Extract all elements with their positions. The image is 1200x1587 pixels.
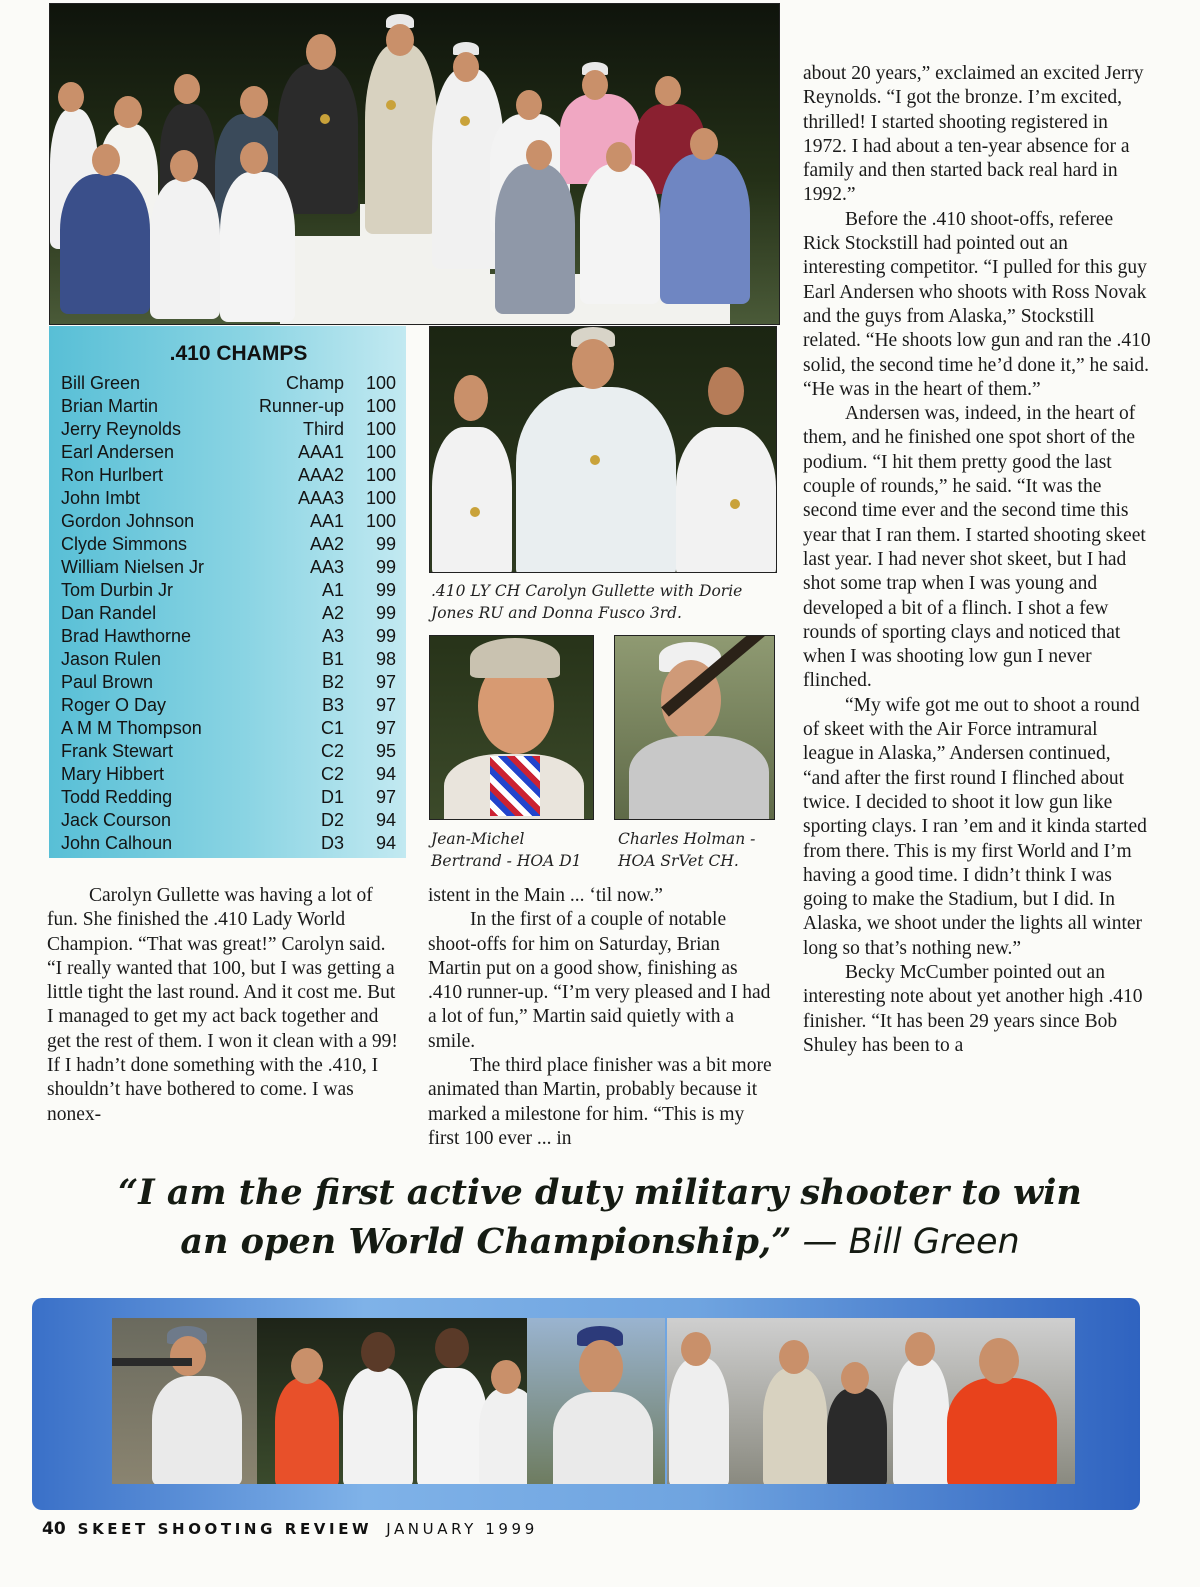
table-row xyxy=(61,442,396,465)
article-column-1 xyxy=(47,884,403,1127)
shooter-class: AA2 xyxy=(309,534,344,554)
magazine-name: SKEET SHOOTING REVIEW xyxy=(77,1520,373,1538)
shooter-name: John Calhoun xyxy=(61,833,173,853)
holman-caption xyxy=(618,828,788,872)
shooter-name: Jerry Reynolds xyxy=(61,419,182,439)
table-row xyxy=(61,741,396,764)
holman-photo xyxy=(614,635,775,820)
shooter-score: 94 xyxy=(375,833,396,853)
bertrand-caption xyxy=(431,828,601,872)
shooter-score: 100 xyxy=(365,396,396,416)
shooter-score: 100 xyxy=(365,373,396,393)
table-row xyxy=(61,534,396,557)
table-row xyxy=(61,511,396,534)
shooter-class: B2 xyxy=(321,672,344,692)
shooter-class: D2 xyxy=(320,810,344,830)
shooter-score: 99 xyxy=(375,580,396,600)
article-column-2 xyxy=(428,884,776,1151)
shooter-score: 100 xyxy=(365,488,396,508)
article-column-3 xyxy=(803,62,1151,1058)
table-row xyxy=(61,465,396,488)
table-row xyxy=(61,833,396,856)
shooter-class: D1 xyxy=(320,787,344,807)
shooter-name: Ron Hurlbert xyxy=(61,465,164,485)
shooter-class: AAA2 xyxy=(297,465,344,485)
shooter-score: 100 xyxy=(365,442,396,462)
strip-photo-shooter xyxy=(112,1318,257,1484)
shooter-name: Jack Courson xyxy=(61,810,172,830)
strip-photo-field xyxy=(667,1318,1075,1484)
pull-quote-attribution: — Bill Green xyxy=(791,1222,1020,1262)
shooter-score: 97 xyxy=(375,787,396,807)
shooter-name: Bill Green xyxy=(61,373,141,393)
table-row xyxy=(61,626,396,649)
holman-caption-line2: HOA SrVet CH. xyxy=(618,852,739,870)
issue-date: JANUARY 1999 xyxy=(386,1520,538,1538)
shooter-class: C2 xyxy=(320,764,344,784)
table-row xyxy=(61,695,396,718)
paragraph: Becky McCumber pointed out an interesting note about yet another high .410 finisher. “It has been 29 years since Bob Shuley has been to a xyxy=(803,961,1143,1056)
shooter-name: John Imbt xyxy=(61,488,141,508)
table-row xyxy=(61,603,396,626)
shooter-name: Brian Martin xyxy=(61,396,159,416)
table-row xyxy=(61,764,396,787)
table-row xyxy=(61,672,396,695)
paragraph: “My wife got me out to shoot a round of skeet with the Air Force intramural league in Alaska,” Andersen continued, “and after the first round I flinched about twice. I decided to shoot it low gun like sporting clays. I ran ’em and it kinda started from there. This is my first World and I’m having a good time. I didn’t think I was going to make the Stadium, but I did. In Alaska, we shoot under the lights all winter long so that’s nothing new.” xyxy=(803,694,1147,959)
strip-photo-portrait xyxy=(527,1318,665,1484)
shooter-name: Roger O Day xyxy=(61,695,167,715)
shooter-name: Clyde Simmons xyxy=(61,534,188,554)
table-row xyxy=(61,787,396,810)
shooter-score: 97 xyxy=(375,718,396,738)
pull-quote xyxy=(60,1168,1140,1267)
strip-photo-group xyxy=(257,1318,527,1484)
shooter-name: Frank Stewart xyxy=(61,741,174,761)
shooter-name: A M M Thompson xyxy=(61,718,202,738)
shooter-score: 99 xyxy=(375,557,396,577)
bertrand-caption-line1: Jean-Michel xyxy=(431,830,525,848)
page-number: 40 xyxy=(42,1519,66,1539)
ladies-photo-caption: .410 LY CH Carolyn Gullette with Dorie Jones RU and Donna Fusco 3rd. xyxy=(431,582,743,622)
ribbon xyxy=(490,756,540,816)
table-row xyxy=(61,580,396,603)
shooter-score: 97 xyxy=(375,695,396,715)
shooter-score: 99 xyxy=(375,534,396,554)
shooter-class: AA1 xyxy=(309,511,344,531)
champs-results-table xyxy=(49,326,406,858)
shooter-name: Dan Randel xyxy=(61,603,157,623)
table-row xyxy=(61,488,396,511)
shooter-class: A1 xyxy=(321,580,344,600)
shooter-class: Third xyxy=(302,419,344,439)
shooter-class: A3 xyxy=(321,626,344,646)
shooter-class: Runner-up xyxy=(258,396,344,416)
shooter-name: Brad Hawthorne xyxy=(61,626,192,646)
shooter-class: AAA3 xyxy=(297,488,344,508)
paragraph: istent in the Main ... ‘til now.” xyxy=(428,885,663,906)
holman-caption-line1: Charles Holman - xyxy=(618,830,756,848)
shooter-class: AA3 xyxy=(309,557,344,577)
champs-title: .410 CHAMPS xyxy=(169,342,308,365)
shooter-name: Mary Hibbert xyxy=(61,764,165,784)
paragraph: Before the .410 shoot-offs, referee Rick Stockstill had pointed out an interesting competitor. “I pulled for this guy Earl Andersen who shoots with Ross Novak and the guys from Alaska,” Stockstill related. “He shoots low gun and ran the .410 solid, the second time he’d done it,” he said. “He was in the heart of them.” xyxy=(803,208,1151,400)
shooter-class: A2 xyxy=(321,603,344,623)
shooter-name: Jason Rulen xyxy=(61,649,162,669)
shooter-name: Tom Durbin Jr xyxy=(61,580,174,600)
page-footer xyxy=(42,1519,538,1539)
shooter-score: 100 xyxy=(365,465,396,485)
table-row xyxy=(61,649,396,672)
shooter-score: 100 xyxy=(365,419,396,439)
bertrand-caption-line2: Bertrand - HOA D1 xyxy=(431,852,582,870)
paragraph: Carolyn Gullette was having a lot of fun. She finished the .410 Lady World Champion. “That was great!” Carolyn said. “I really wanted that 100, but I was getting a little tight the last round. And it cost me. But I managed to get my act back together and get the rest of them. I won it clean with a 99! If I hadn’t done something with the .410, I shouldn’t have bothered to come. I was nonex- xyxy=(47,885,398,1125)
bottom-photo-strip xyxy=(32,1298,1140,1510)
table-row xyxy=(61,557,396,580)
shooter-score: 94 xyxy=(375,810,396,830)
shooter-score: 100 xyxy=(365,511,396,531)
shooter-score: 99 xyxy=(375,603,396,623)
pull-quote-line2: an open World Championship,” xyxy=(180,1221,792,1262)
ladies-champions-photo xyxy=(429,326,777,573)
paragraph: In the first of a couple of notable shoot-offs for him on Saturday, Brian Martin put on a good show, finishing as .410 runner-up. “I’m very pleased and I had a lot of fun,” Martin said quietly with a smile. xyxy=(428,909,771,1052)
table-row xyxy=(61,718,396,741)
paragraph: about 20 years,” exclaimed an excited Jerry Reynolds. “I got the bronze. I’m excited, thrilled! I started shooting registered in 1972. I had about a ten-year absence for a family and then started back real hard in 1992.” xyxy=(803,63,1144,206)
shooter-name: William Nielsen Jr xyxy=(61,557,205,577)
shooter-score: 97 xyxy=(375,672,396,692)
shooter-score: 99 xyxy=(375,626,396,646)
shooter-class: D3 xyxy=(320,833,344,853)
bertrand-photo xyxy=(429,635,594,820)
shooter-class: B3 xyxy=(321,695,344,715)
shooter-score: 94 xyxy=(375,764,396,784)
shooter-class: C2 xyxy=(320,741,344,761)
shooter-name: Gordon Johnson xyxy=(61,511,195,531)
shooter-name: Earl Andersen xyxy=(61,442,175,462)
shooter-class: B1 xyxy=(321,649,344,669)
shooter-score: 95 xyxy=(375,741,396,761)
table-row xyxy=(61,810,396,833)
champions-group-photo xyxy=(49,3,780,325)
shooter-class: Champ xyxy=(285,373,344,393)
pull-quote-line1: “I am the first active duty military shooter to win xyxy=(118,1172,1082,1213)
table-row xyxy=(61,373,396,396)
shooter-name: Todd Redding xyxy=(61,787,173,807)
shooter-class: AAA1 xyxy=(297,442,344,462)
shooter-class: C1 xyxy=(320,718,344,738)
table-row xyxy=(61,396,396,419)
table-row xyxy=(61,419,396,442)
shooter-score: 98 xyxy=(375,649,396,669)
paragraph: The third place finisher was a bit more animated than Martin, probably because it marked a milestone for him. “This is my first 100 ever ... in xyxy=(428,1055,772,1149)
paragraph: Andersen was, indeed, in the heart of them, and he finished one spot short of the podium. “I hit them pretty good the last couple of rounds,” he said. “It was the second time ever and the second time this year that I ran them. I started shooting skeet last year. I had never shot skeet, but I had shot some trap when I was young and developed a bit of a flinch. I shot a few rounds of sporting clays and noticed that when I was shooting low gun I never flinched. xyxy=(803,403,1146,692)
shooter-name: Paul Brown xyxy=(61,672,154,692)
